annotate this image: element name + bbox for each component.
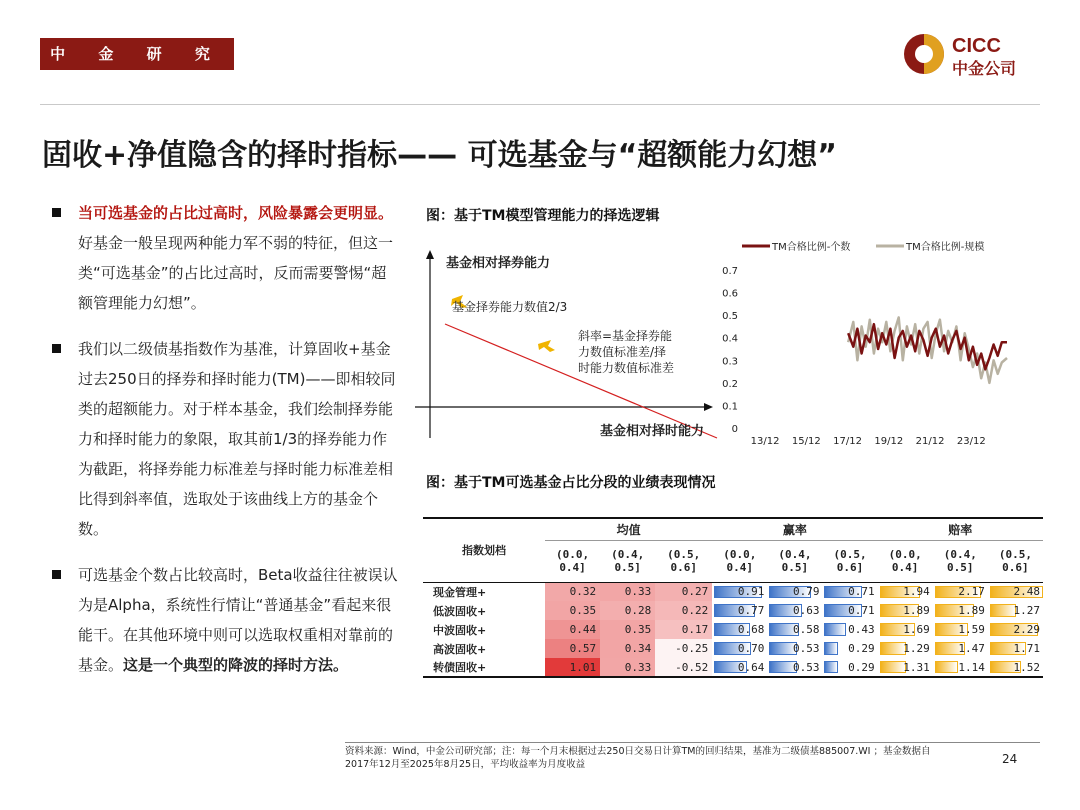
- slope-label-line: 斜率=基金择券能: [578, 329, 673, 343]
- bullet-1-text: 好基金一般呈现两种能力军不弱的特征，但这一类“可选基金”的占比过高时，反而需要警惕“超额管理能力幻想”。: [78, 234, 394, 312]
- table-row: [423, 620, 1043, 639]
- win-cell: 0.70: [712, 639, 767, 658]
- bin-header: (0.5, 0.6]: [655, 540, 712, 582]
- y-tick-label: 0.5: [722, 311, 738, 323]
- win-cell: 0.53: [767, 658, 822, 677]
- mean-cell: 0.28: [600, 601, 655, 620]
- bullet-3-text: 可选基金个数占比较高时，Beta收益往往被误认为是Alpha，系统性行情让“普通基金”看起来很能干。在其他环境中则可以选取权重相对靠前的基金。: [78, 566, 398, 674]
- y-axis-arrow-icon: [426, 250, 434, 259]
- mean-cell: 1.01: [545, 658, 600, 677]
- win-cell: 0.71: [822, 601, 877, 620]
- win-cell: 0.71: [822, 582, 877, 601]
- bullet-marker-icon: [52, 570, 61, 579]
- performance-table: [423, 517, 1043, 678]
- y-ticks: [722, 266, 738, 435]
- index-header: 指数划档: [423, 518, 545, 582]
- mean-cell: 0.34: [600, 639, 655, 658]
- footer-divider: [345, 742, 1040, 743]
- win-cell: 0.58: [767, 620, 822, 639]
- mean-cell: 0.22: [655, 601, 712, 620]
- win-cell: 0.43: [822, 620, 877, 639]
- win-cell: 0.77: [712, 601, 767, 620]
- group-header-win: 赢率: [712, 518, 877, 540]
- bin-header: (0.4, 0.5]: [933, 540, 988, 582]
- chart-legend: [742, 240, 984, 253]
- odds-cell: 1.71: [988, 639, 1043, 658]
- table-row: [423, 582, 1043, 601]
- bullet-1-highlight: 当可选基金的占比过高时，风险暴露会更明显。: [78, 204, 394, 222]
- figure1-caption: 图：基于TM模型管理能力的择选逻辑: [426, 208, 660, 224]
- intercept-label: 基金择券能力数值2/3: [452, 300, 568, 314]
- bin-header: (0.5, 0.6]: [822, 540, 877, 582]
- table-row: [423, 658, 1043, 677]
- x-tick-label: 19/12: [874, 436, 904, 447]
- data-bar: [824, 623, 846, 636]
- row-label: 低波固收+: [433, 604, 487, 618]
- win-cell: 0.64: [712, 658, 767, 677]
- slope-label: [578, 328, 674, 376]
- odds-cell: 2.29: [988, 620, 1043, 639]
- bin-header: (0.5, 0.6]: [988, 540, 1043, 582]
- odds-cell: 1.59: [933, 620, 988, 639]
- table-group-header-row: [423, 518, 1043, 540]
- y-tick-label: 0.6: [722, 288, 738, 300]
- row-label: 转债固收+: [433, 661, 487, 674]
- logo-en: CICC: [952, 35, 1001, 57]
- x-ticks: [751, 436, 986, 447]
- bin-header: (0.0, 0.4]: [878, 540, 933, 582]
- line-chart: [720, 232, 1040, 450]
- performance-table-wrap: [423, 517, 1043, 678]
- bullet-2: [48, 334, 398, 544]
- table-body: [423, 582, 1043, 677]
- mean-cell: 0.17: [655, 620, 712, 639]
- source-note: [345, 745, 985, 771]
- x-tick-label: 15/12: [791, 436, 821, 447]
- odds-cell: 1.69: [878, 620, 933, 639]
- source-line: 资料来源：Wind，中金公司研究部；注：每一个月末根据过去250日交易日计算TM的回归结果，基准为二级债基885007.WI ；基金数据自: [345, 746, 931, 757]
- row-label: 中波固收+: [433, 623, 487, 637]
- win-cell: 0.91: [712, 582, 767, 601]
- win-cell: 0.79: [767, 582, 822, 601]
- slope-label-line: 力数值标准差/择: [578, 345, 667, 359]
- mean-cell: 0.33: [600, 658, 655, 677]
- bin-header: (0.4, 0.5]: [767, 540, 822, 582]
- table-row: [423, 601, 1043, 620]
- mean-cell: 0.32: [545, 582, 600, 601]
- y-tick-label: 0.2: [722, 378, 738, 390]
- mean-cell: 0.35: [600, 620, 655, 639]
- y-tick-label: 0.4: [722, 333, 738, 345]
- bullet-list: [48, 198, 398, 696]
- group-header-mean: 均值: [545, 518, 712, 540]
- table-row: [423, 639, 1043, 658]
- bin-header: (0.0, 0.4]: [712, 540, 767, 582]
- mean-cell: -0.25: [655, 639, 712, 658]
- y-tick-label: 0.1: [722, 401, 738, 413]
- x-axis-label: 基金相对择时能力: [600, 424, 705, 439]
- mean-cell: 0.33: [600, 582, 655, 601]
- mean-cell: 0.44: [545, 620, 600, 639]
- slope-arrow-icon: [538, 340, 555, 352]
- data-bar: [990, 604, 1016, 617]
- brand-tag: 中 金 研 究 部: [40, 38, 234, 70]
- y-tick-label: 0: [731, 424, 738, 435]
- odds-cell: 1.14: [933, 658, 988, 677]
- bullet-1: [48, 198, 398, 318]
- odds-cell: 1.31: [878, 658, 933, 677]
- x-tick-label: 21/12: [915, 436, 945, 447]
- bullet-marker-icon: [52, 208, 61, 217]
- win-cell: 0.68: [712, 620, 767, 639]
- y-tick-label: 0.7: [722, 266, 738, 277]
- odds-cell: 1.89: [933, 601, 988, 620]
- odds-cell: 1.52: [988, 658, 1043, 677]
- mean-cell: -0.52: [655, 658, 712, 677]
- win-cell: 0.53: [767, 639, 822, 658]
- figure2-caption: 图：基于TM可选基金占比分段的业绩表现情况: [426, 475, 716, 491]
- row-label: 现金管理+: [433, 585, 487, 599]
- bullet-2-text: 我们以二级债基指数作为基准，计算固收+基金过去250日的择券和择时能力(TM)——即相较同类的超额能力。对于样本基金，我们绘制择券能力和择时能力的象限，取其前1/3的择券能力作为截距，将择券能力标准差与择时能力标准差相比得到斜率值，选取处于该曲线上方的基金个数。: [78, 340, 396, 538]
- row-label: 高波固收+: [433, 642, 487, 656]
- mean-cell: 0.57: [545, 639, 600, 658]
- legend-count: TM合格比例-个数: [772, 242, 851, 253]
- odds-cell: 1.89: [878, 601, 933, 620]
- page-title: 固收+净值隐含的择时指标—— 可选基金与“超额能力幻想”: [42, 138, 838, 173]
- data-bar: [824, 642, 838, 655]
- win-cell: 0.29: [822, 639, 877, 658]
- mean-cell: 0.35: [545, 601, 600, 620]
- header-divider: [40, 104, 1040, 105]
- odds-cell: 2.48: [988, 582, 1043, 601]
- data-bar: [824, 661, 838, 673]
- data-bar: [935, 661, 958, 673]
- cicc-logo: [900, 30, 1040, 80]
- bin-header: (0.0, 0.4]: [545, 540, 600, 582]
- logo-cn: 中金公司: [952, 59, 1017, 78]
- bullet-3: [48, 560, 398, 680]
- win-cell: 0.63: [767, 601, 822, 620]
- bullet-3-emphasis: 这是一个典型的降波的择时方法。: [123, 656, 349, 674]
- bullet-marker-icon: [52, 344, 61, 353]
- y-tick-label: 0.3: [722, 356, 738, 368]
- x-tick-label: 13/12: [750, 436, 780, 447]
- y-axis-label: 基金相对择券能力: [446, 256, 551, 271]
- odds-cell: 1.29: [878, 639, 933, 658]
- slope-label-line: 时能力数值标准差: [578, 361, 675, 375]
- group-header-odds: 赔率: [878, 518, 1043, 540]
- source-line: 2017年12月至2025年8月25日，平均收益率为月度收益: [345, 759, 586, 770]
- x-axis-arrow-icon: [704, 403, 713, 411]
- odds-cell: 1.27: [988, 601, 1043, 620]
- cicc-logo-icon: [900, 30, 1040, 80]
- odds-cell: 1.94: [878, 582, 933, 601]
- bin-header: (0.4, 0.5]: [600, 540, 655, 582]
- series-group: [848, 317, 1007, 383]
- x-tick-label: 23/12: [956, 436, 986, 447]
- mean-cell: 0.27: [655, 582, 712, 601]
- odds-cell: 1.47: [933, 639, 988, 658]
- odds-cell: 2.17: [933, 582, 988, 601]
- win-cell: 0.29: [822, 658, 877, 677]
- page-number: 24: [1002, 752, 1018, 766]
- legend-scale: TM合格比例-规模: [906, 242, 985, 253]
- x-tick-label: 17/12: [833, 436, 862, 447]
